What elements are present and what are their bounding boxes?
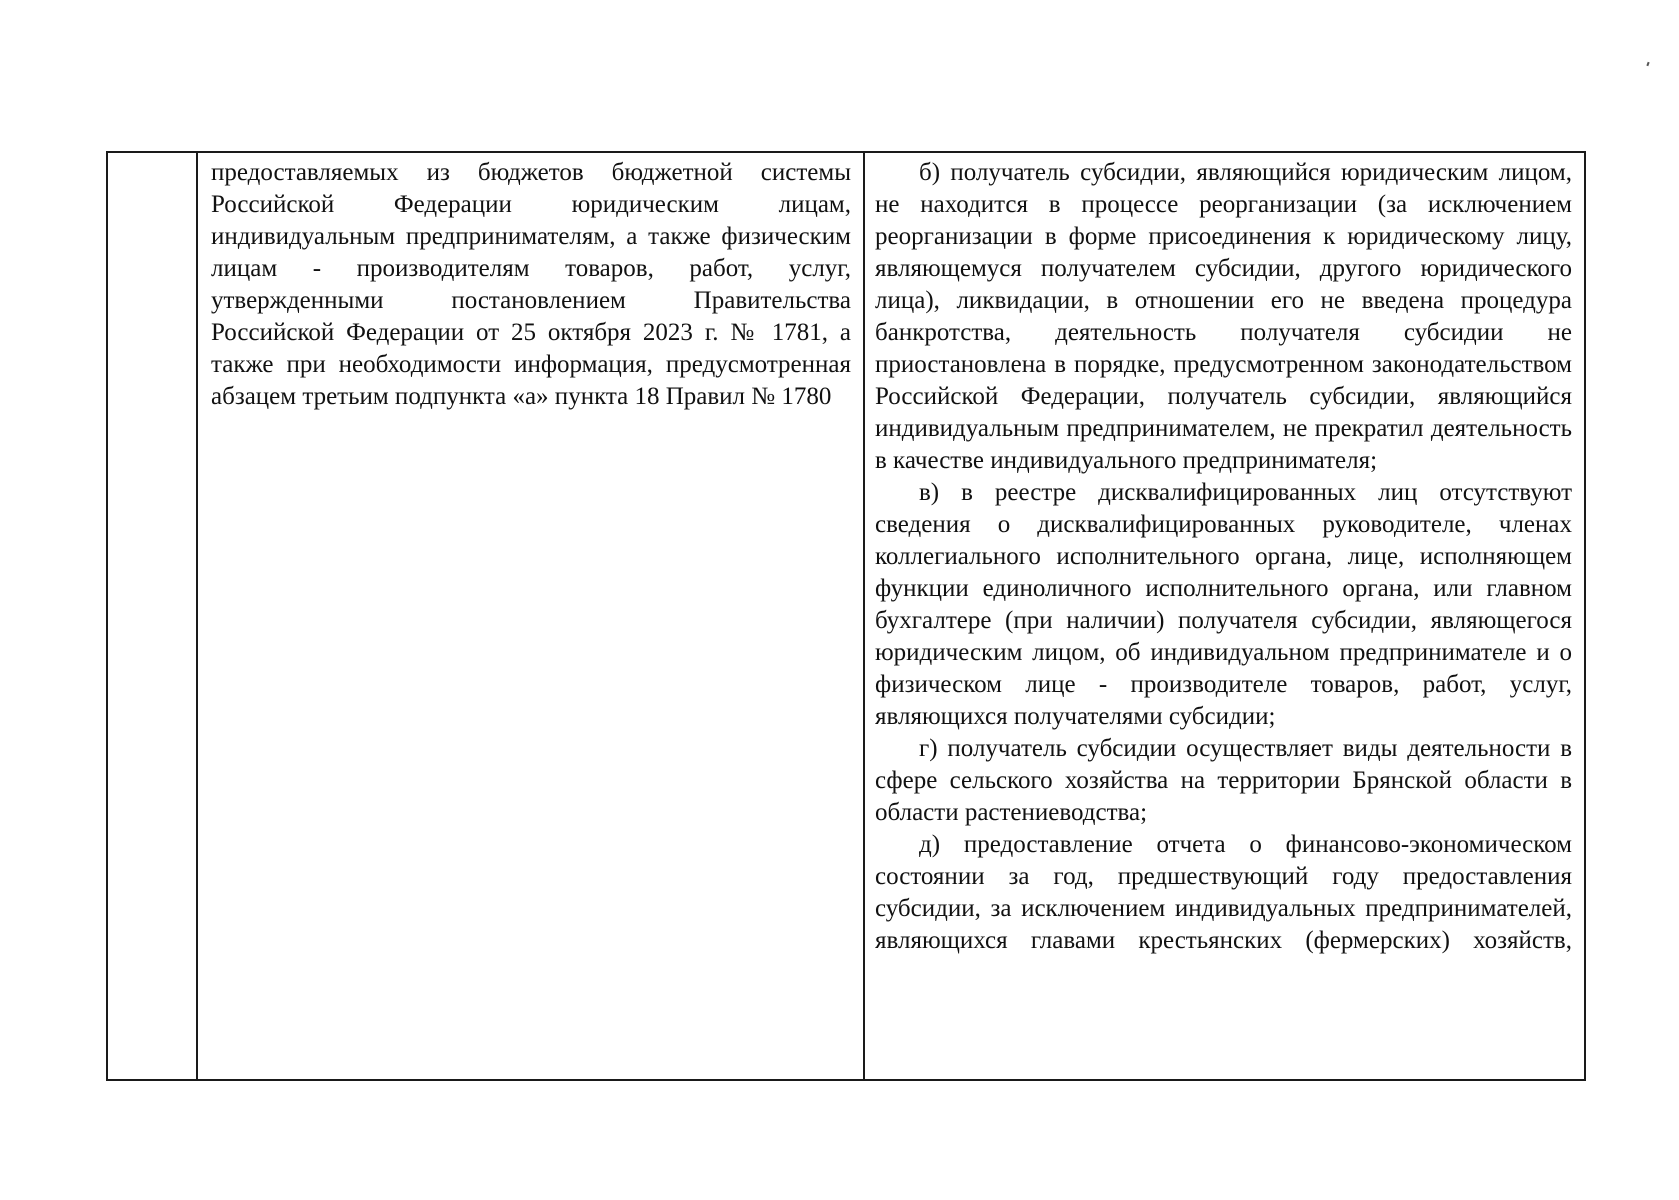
left-cell-text: предоставляемых из бюджетов бюджетной системы Российской Федерации юридическим лицам, индивидуальным предпринимателям, а также физическим лицам - производителям товаров, работ, услуг, утвержденными постановлением Правительства Российской Федерации от 25 октября 2023 г. № 1781, а также при необходимости информация, предусмотренная абзацем третьим подпункта «а» пункта 18 Правил № 1780 — [211, 159, 851, 410]
number-cell — [107, 152, 197, 1080]
scan-speck — [1646, 62, 1649, 66]
paragraph-d: д) предоставление отчета о финансово-экономическом состоянии за год, предшествующий году предоставления субсидии, за исключением индивидуальных предпринимателей, являющихся главами крестьянских (фермерских) хозяйств, — [875, 831, 1572, 954]
right-cell-text — [865, 153, 1584, 957]
right-cell — [864, 152, 1585, 1080]
left-cell — [197, 152, 864, 1080]
table-row — [107, 152, 1585, 1080]
paragraph-g: г) получатель субсидии осуществляет виды деятельности в сфере сельского хозяйства на территории Брянской области в области растениеводства; — [875, 735, 1572, 826]
document-table — [106, 151, 1586, 1081]
paragraph-v: в) в реестре дисквалифицированных лиц отсутствуют сведения о дисквалифицированных руководителе, членах коллегиального исполнительного органа, лице, исполняющем функции единоличного исполнительного органа, или главном бухгалтере (при наличии) получателя субсидии, являющегося юридическим лицом, об индивидуальном предпринимателе и о физическом лице - производителе товаров, работ, услуг, являющихся получателями субсидии; — [875, 479, 1572, 730]
paragraph-b: б) получатель субсидии, являющийся юридическим лицом, не находится в процессе реорганизации (за исключением реорганизации в форме присоединения к юридическому лицу, являющемуся получателем субсидии, другого юридического лица), ликвидации, в отношении его не введена процедура банкротства, деятельность получателя субсидии не приостановлена в порядке, предусмотренном законодательством Российской Федерации, получатель субсидии, являющийся индивидуальным предпринимателем, не прекратил деятельность в качестве индивидуального предпринимателя; — [875, 159, 1572, 474]
